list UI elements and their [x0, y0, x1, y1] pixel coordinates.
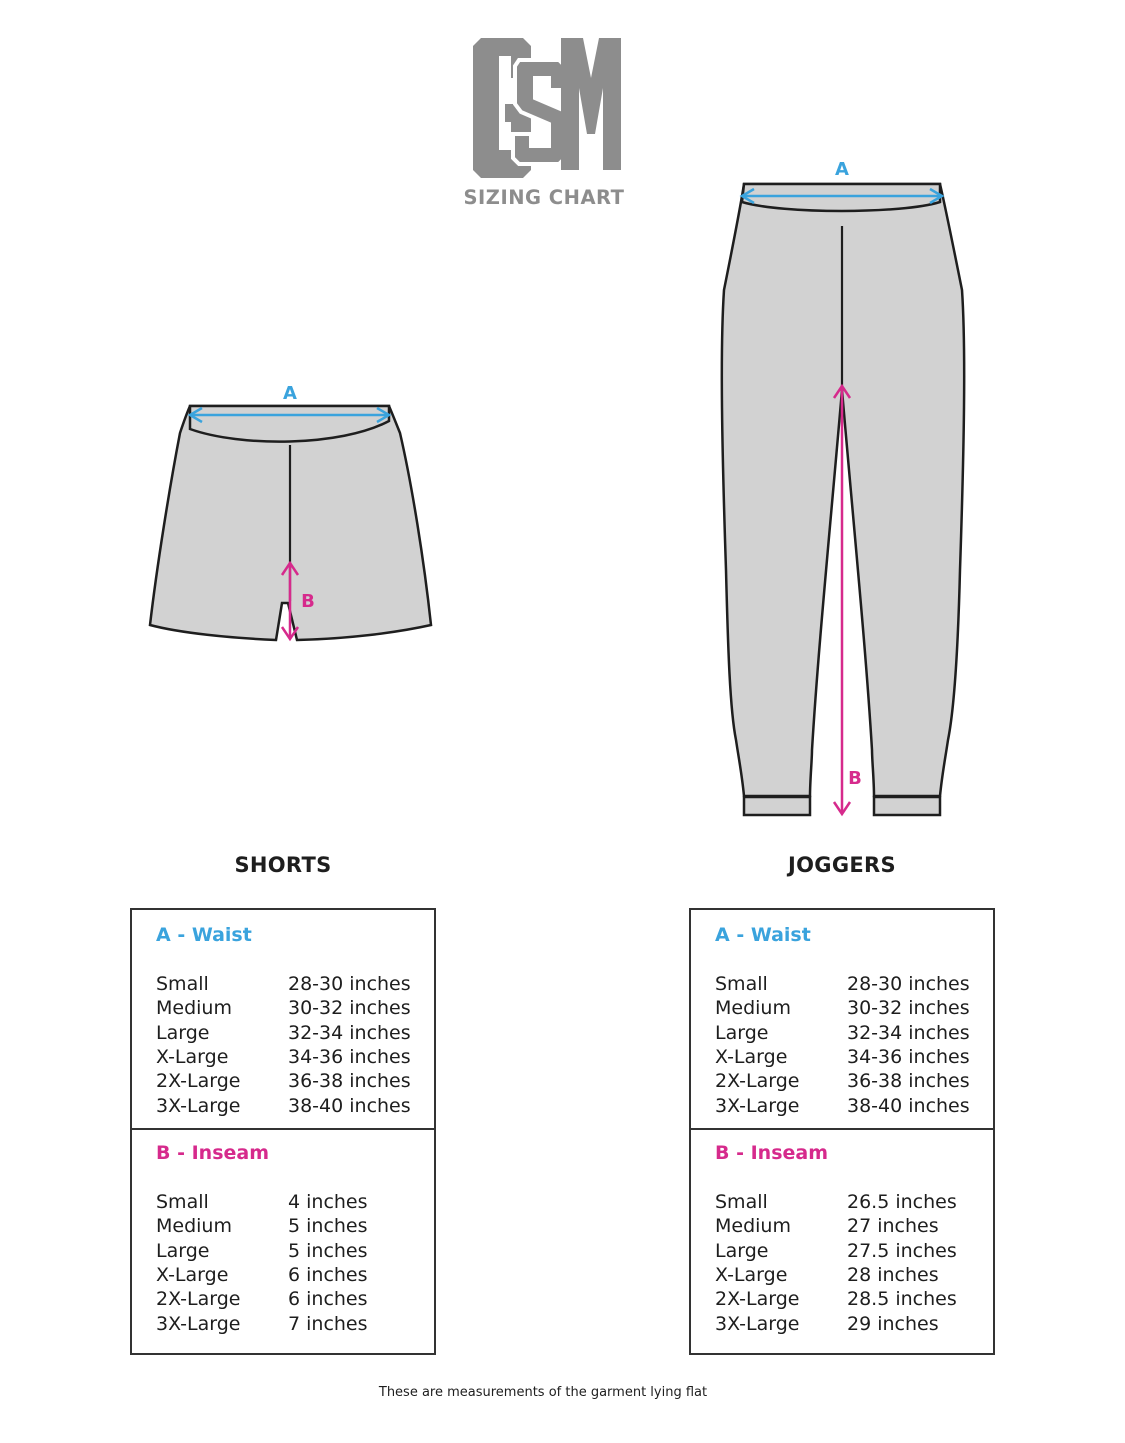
shorts-inseam-rows	[156, 1190, 426, 1336]
table-row	[156, 1190, 426, 1214]
joggers-illustration	[712, 150, 972, 825]
joggers-size-table	[689, 908, 995, 1355]
table-row	[156, 1214, 426, 1238]
gsm-logo-icon	[467, 38, 621, 178]
sizing-chart-subtitle: SIZING CHART	[463, 186, 625, 209]
size-label: Small	[715, 1191, 768, 1214]
joggers-waist-rows	[715, 972, 985, 1118]
size-label: X-Large	[715, 1046, 788, 1069]
size-value: 5 inches	[288, 1215, 368, 1238]
size-label: X-Large	[715, 1264, 788, 1287]
size-label: 2X-Large	[156, 1070, 241, 1093]
table-row	[715, 1190, 985, 1214]
size-value: 28-30 inches	[288, 973, 411, 996]
size-value: 27 inches	[847, 1215, 939, 1238]
table-row	[715, 1239, 985, 1263]
size-value: 29 inches	[847, 1312, 939, 1335]
table-row	[156, 1069, 426, 1093]
table-row	[156, 1263, 426, 1287]
size-label: Small	[715, 973, 768, 996]
size-value: 28 inches	[847, 1264, 939, 1287]
shorts-size-table	[130, 908, 436, 1355]
size-value: 4 inches	[288, 1191, 368, 1214]
size-value: 34-36 inches	[847, 1046, 970, 1069]
joggers-inseam-label: B - Inseam	[715, 1142, 829, 1164]
size-label: Small	[156, 973, 209, 996]
size-value: 32-34 inches	[288, 1021, 411, 1044]
size-label: Medium	[715, 997, 791, 1020]
size-label: 3X-Large	[715, 1094, 800, 1117]
size-label: Large	[715, 1021, 769, 1044]
table-row	[715, 1214, 985, 1238]
size-value: 28-30 inches	[847, 973, 970, 996]
joggers-waist-section	[691, 910, 993, 1130]
size-value: 6 inches	[288, 1264, 368, 1287]
size-value: 5 inches	[288, 1239, 368, 1262]
size-value: 7 inches	[288, 1312, 368, 1335]
table-row	[156, 1239, 426, 1263]
shorts-waist-label: A - Waist	[156, 924, 252, 946]
shorts-title: SHORTS	[234, 853, 332, 877]
size-label: 2X-Large	[715, 1070, 800, 1093]
joggers-title: JOGGERS	[788, 853, 896, 877]
size-value: 36-38 inches	[847, 1070, 970, 1093]
size-label: Medium	[156, 1215, 232, 1238]
table-row	[715, 1263, 985, 1287]
size-label: Small	[156, 1191, 209, 1214]
joggers-left-cuff	[744, 797, 810, 815]
size-label: Medium	[715, 1215, 791, 1238]
size-label: 3X-Large	[715, 1312, 800, 1335]
table-row	[715, 972, 985, 996]
table-row	[156, 1021, 426, 1045]
size-label: Medium	[156, 997, 232, 1020]
size-value: 30-32 inches	[847, 997, 970, 1020]
size-label: 2X-Large	[715, 1288, 800, 1311]
joggers-inseam-rows	[715, 1190, 985, 1336]
joggers-waist-label: A - Waist	[715, 924, 811, 946]
table-row	[156, 1045, 426, 1069]
shorts-inseam-label: B - Inseam	[156, 1142, 270, 1164]
table-row	[715, 1093, 985, 1117]
size-value: 36-38 inches	[288, 1070, 411, 1093]
size-label: 3X-Large	[156, 1094, 241, 1117]
joggers-inseam-marker: B	[848, 768, 862, 789]
size-label: Large	[156, 1239, 210, 1262]
size-value: 34-36 inches	[288, 1046, 411, 1069]
table-row	[156, 1287, 426, 1311]
shorts-waist-marker: A	[283, 383, 297, 404]
table-row	[715, 1311, 985, 1335]
size-value: 27.5 inches	[847, 1239, 957, 1262]
joggers-right-cuff	[874, 797, 940, 815]
table-row	[715, 1069, 985, 1093]
brand-logo	[458, 38, 630, 218]
size-value: 32-34 inches	[847, 1021, 970, 1044]
size-label: Large	[715, 1239, 769, 1262]
table-row	[156, 1093, 426, 1117]
size-label: 2X-Large	[156, 1288, 241, 1311]
shorts-inseam-marker: B	[301, 591, 315, 612]
table-row	[715, 996, 985, 1020]
joggers-waistband	[742, 184, 940, 211]
measurement-footnote: These are measurements of the garment lying flat	[378, 1385, 708, 1400]
table-row	[715, 1021, 985, 1045]
shorts-illustration	[140, 375, 440, 650]
size-value: 30-32 inches	[288, 997, 411, 1020]
size-value: 28.5 inches	[847, 1288, 957, 1311]
size-label: X-Large	[156, 1264, 229, 1287]
table-row	[715, 1045, 985, 1069]
joggers-inseam-section	[691, 1128, 993, 1349]
size-value: 38-40 inches	[288, 1094, 411, 1117]
shorts-inseam-section	[132, 1128, 434, 1349]
size-value: 6 inches	[288, 1288, 368, 1311]
table-row	[156, 996, 426, 1020]
table-row	[156, 972, 426, 996]
joggers-waist-marker: A	[835, 159, 849, 180]
size-value: 26.5 inches	[847, 1191, 957, 1214]
table-row	[715, 1287, 985, 1311]
size-label: 3X-Large	[156, 1312, 241, 1335]
shorts-waist-rows	[156, 972, 426, 1118]
size-label: Large	[156, 1021, 210, 1044]
shorts-waist-section	[132, 910, 434, 1130]
size-value: 38-40 inches	[847, 1094, 970, 1117]
table-row	[156, 1311, 426, 1335]
size-label: X-Large	[156, 1046, 229, 1069]
